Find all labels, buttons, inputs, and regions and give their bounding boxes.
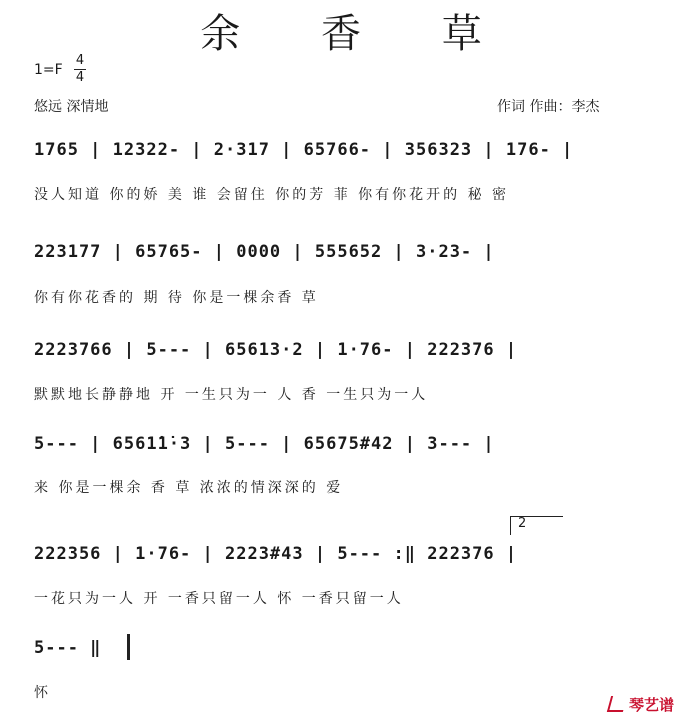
notation-line-4: 5--- | 6561̇1̇·3 | 5--- | 65675#42 | 3--- |: [34, 434, 495, 454]
time-signature: [74, 54, 86, 85]
key-signature: 1=F: [34, 62, 63, 78]
lyric-line-6: 怀: [34, 685, 51, 701]
lyric-line-3: 默默地长静静地 开 一生只为一 人 香 一生只为一人: [34, 387, 429, 403]
lyric-line-1: 没人知道 你的娇 美 谁 会留住 你的芳 菲 你有你花开的 秘 密: [34, 187, 510, 203]
composer-credit: 作词 作曲：李杰: [497, 99, 600, 115]
notation-line-5: 222356 | 1·76- | 2223#43 | 5--- :‖ 222376 |: [34, 544, 518, 564]
volta-number: 2: [518, 516, 527, 531]
notation-line-1: 1765 | 12322- | 2·317 | 65766- | 356323 | 176- |: [34, 140, 574, 160]
watermark-text: 琴艺谱: [628, 696, 674, 714]
notation-line-3: 2223766 | 5--- | 65613·2 | 1·76- | 222376 |: [34, 340, 518, 360]
lyric-line-5: 一花只为一人 开 一香只留一人 怀 一香只留一人: [34, 591, 404, 607]
final-barline: [127, 634, 130, 660]
notation-line-2: 223177 | 65765- | 0000 | 555652 | 3·23- |: [34, 242, 495, 262]
tempo-expression: 悠远 深情地: [34, 99, 109, 115]
watermark-logo-icon: [607, 696, 627, 712]
site-watermark: [609, 694, 674, 715]
meter-bottom: 4: [75, 70, 85, 85]
score-title: 余 香 草: [200, 11, 516, 57]
lyric-line-4: 来 你是一棵余 香 草 浓浓的情深深的 爱: [34, 480, 344, 496]
notation-line-6: 5--- ‖: [34, 638, 102, 658]
lyric-line-2: 你有你花香的 期 待 你是一棵余香 草: [34, 290, 319, 306]
meter-top: 4: [75, 53, 85, 68]
